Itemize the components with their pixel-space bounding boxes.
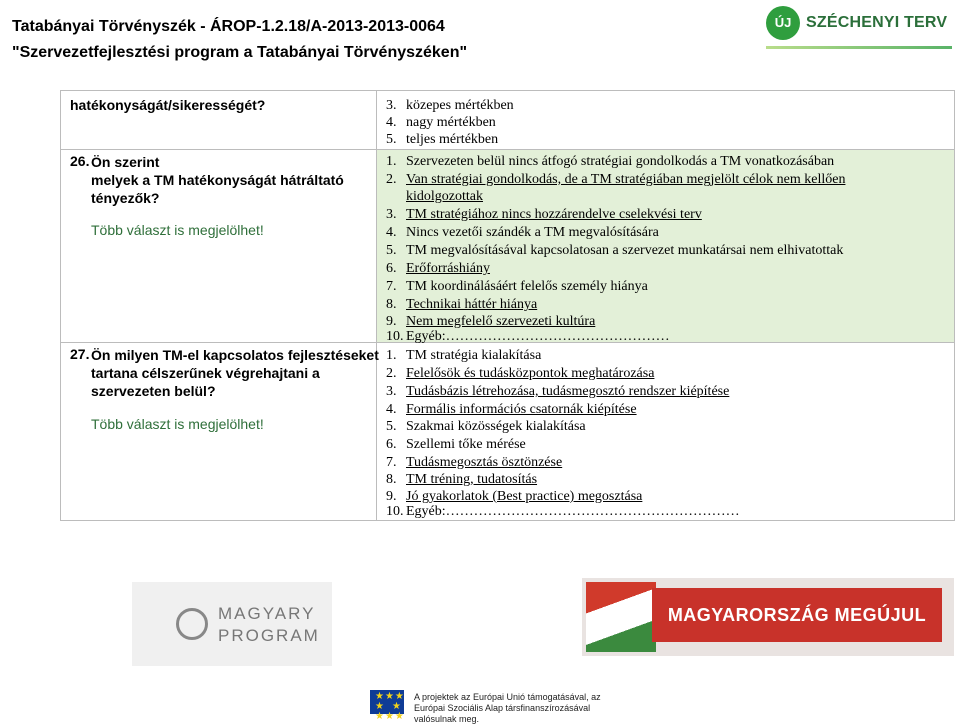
question-26-text: Ön szerint melyek a TM hatékonyságát hátráltató tényezők? — [91, 154, 344, 206]
q26-option-2[interactable]: 2. Van stratégiai gondolkodás, de a TM stratégiában megjelölt célok nem kellően — [386, 172, 846, 187]
q26-option-3[interactable]: 3. TM stratégiához nincs hozzárendelve cselekvési terv — [386, 207, 702, 222]
q26-option-1[interactable]: 1. Szervezeten belül nincs átfogó stratégiai gondolkodás a TM vonatkozásában — [386, 154, 835, 169]
q26-option-10[interactable]: 10. Egyéb:………………………………………… — [386, 329, 670, 344]
q26-option-6[interactable]: 6. Erőforráshiány — [386, 261, 490, 276]
magyary-text-1: MAGYARY — [218, 604, 316, 623]
document-header — [12, 14, 467, 66]
question-26-number: 26. — [70, 153, 90, 169]
prev-option-4[interactable]: 4. nagy mértékben — [386, 115, 496, 130]
eu-funding-notice: A projektek az Európai Unió támogatásával, az Európai Szociális Alap társfinanszírozásával valósulnak meg. — [414, 692, 601, 724]
header-line-1: Tatabányai Törvényszék - ÁROP-1.2.18/A-2013-2013-0064 — [12, 18, 445, 35]
q27-option-9[interactable]: 9. Jó gyakorlatok (Best practice) megosztása — [386, 489, 643, 504]
q26-option-7[interactable]: 7. TM koordinálásáért felelős személy hiánya — [386, 279, 648, 294]
q26-option-8[interactable]: 8. Technikai háttér hiánya — [386, 297, 538, 312]
q27-option-10[interactable]: 10. Egyéb:……………………………………………………… — [386, 504, 740, 519]
q27-option-3[interactable]: 3. Tudásbázis létrehozása, tudásmegosztó rendszer kiépítése — [386, 384, 730, 399]
magyary-text-2: PROGRAM — [218, 626, 320, 645]
magyary-program-logo — [132, 582, 332, 666]
szechenyi-logo-text: SZÉCHENYI TERV — [806, 14, 948, 31]
q26-option-4[interactable]: 4. Nincs vezetői szándék a TM megvalósítására — [386, 225, 659, 240]
q26-option-9[interactable]: 9. Nem megfelelő szervezeti kultúra — [386, 314, 596, 329]
logo-underline — [766, 46, 952, 49]
question-27-text: Ön milyen TM-el kapcsolatos fejlesztéseket tartana célszerűnek végrehajtani a szervezeten belül? — [91, 347, 379, 399]
q27-option-1[interactable]: 1. TM stratégia kialakítása — [386, 348, 542, 363]
q27-option-5[interactable]: 5. Szakmai közösségek kialakítása — [386, 419, 586, 434]
question-27-hint: Több választ is megjelölhet! — [91, 416, 264, 432]
magyary-mark-icon — [176, 608, 208, 640]
hungarian-flag-icon — [586, 582, 656, 652]
question-26-hint: Több választ is megjelölhet! — [91, 222, 264, 238]
eu-flag-icon: ★★★ ★ ★ ★★★ — [370, 690, 404, 714]
megujul-banner: MAGYARORSZÁG MEGÚJUL — [652, 588, 942, 642]
header-line-2: "Szervezetfejlesztési program a Tatabányai Törvényszéken" — [12, 44, 468, 61]
question-27-number: 27. — [70, 346, 90, 362]
q27-option-7[interactable]: 7. Tudásmegosztás ösztönzése — [386, 455, 563, 470]
prev-option-3[interactable]: 3. közepes mértékben — [386, 98, 514, 113]
row-divider-1 — [61, 149, 954, 150]
column-divider — [376, 91, 377, 520]
q26-option-5[interactable]: 5. TM megvalósításával kapcsolatosan a szervezet munkatársai nem elhivatottak — [386, 243, 844, 258]
q26-option-2-cont: kidolgozottak — [406, 189, 483, 204]
szechenyi-logo-mark: ÚJ — [766, 6, 800, 40]
magyarorszag-megujul-logo — [582, 578, 954, 656]
q27-option-2[interactable]: 2. Felelősök és tudásközpontok meghatározása — [386, 366, 655, 381]
szechenyi-terv-logo — [766, 6, 952, 66]
questionnaire-table — [60, 90, 955, 521]
q27-option-6[interactable]: 6. Szellemi tőke mérése — [386, 437, 526, 452]
prev-option-5[interactable]: 5. teljes mértékben — [386, 132, 499, 147]
q27-option-8[interactable]: 8. TM tréning, tudatosítás — [386, 472, 538, 487]
q27-option-4[interactable]: 4. Formális információs csatornák kiépítése — [386, 402, 637, 417]
previous-question-tail: hatékonyságát/sikerességét? — [70, 97, 266, 113]
